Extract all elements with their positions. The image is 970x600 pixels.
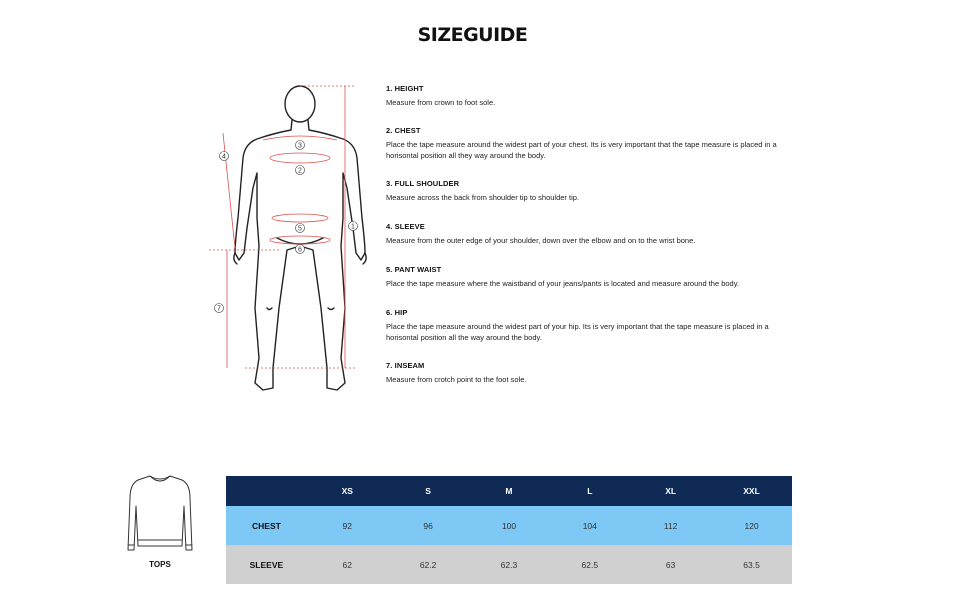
step-chest (386, 126, 796, 179)
body-measurement-figure (205, 78, 375, 398)
step-heading: 3. FULL SHOULDER (386, 179, 460, 188)
step-text: Place the tape measure where the waistband of your jeans/pants is located and measure around the body. (386, 279, 739, 288)
step-text: Measure from crown to foot sole. (386, 98, 496, 107)
table-cell: 62.3 (500, 559, 518, 570)
step-text: Place the tape measure around the widest part of your chest. Its is very important that the tape measure is placed in a horisontal position all they way around the body. (386, 140, 777, 160)
step-text: Measure across the back from shoulder tip to shoulder tip. (386, 193, 580, 202)
step-pant-waist (386, 265, 796, 308)
table-cell: 62 (342, 559, 352, 570)
row-label: CHEST (252, 520, 281, 531)
step-heading: 5. PANT WAIST (386, 265, 442, 274)
size-header-row (226, 476, 792, 506)
size-col-m: M (505, 486, 513, 496)
marker-7: 7 (217, 305, 221, 313)
step-heading: 6. HIP (386, 308, 408, 317)
table-cell: 63 (665, 559, 676, 570)
size-col-xs: XS (341, 486, 353, 496)
table-row-chest (226, 506, 792, 545)
table-cell: 120 (744, 520, 759, 531)
product-category-label: TOPS (149, 560, 171, 569)
step-heading: 1. HEIGHT (386, 84, 424, 93)
step-heading: 4. SLEEVE (386, 222, 425, 231)
marker-6: 6 (298, 246, 302, 254)
table-cell: 96 (423, 520, 433, 531)
step-inseam (386, 361, 796, 385)
measurement-instructions (386, 84, 796, 385)
step-hip (386, 308, 796, 361)
step-text: Place the tape measure around the widest part of your hip. Its is very important that the tape measure is placed in a horisontal position all the way around the body. (386, 322, 769, 342)
table-row-sleeve (226, 545, 792, 584)
step-text: Measure from the outer edge of your shoulder, down over the elbow and on to the wrist bone. (386, 236, 696, 245)
page-title: SIZEGUIDE (417, 24, 528, 46)
size-col-l: L (587, 486, 593, 496)
marker-3: 3 (298, 142, 302, 150)
table-cell: 92 (342, 520, 352, 531)
step-heading: 2. CHEST (386, 126, 421, 135)
figure-markers (215, 141, 358, 313)
table-cell: 100 (501, 520, 517, 531)
row-label: SLEEVE (249, 559, 284, 570)
step-sleeve (386, 222, 796, 265)
marker-5: 5 (298, 225, 302, 233)
step-heading: 7. INSEAM (386, 361, 425, 370)
table-cell: 112 (663, 520, 678, 531)
size-col-xl: XL (665, 486, 677, 496)
table-cell: 62.2 (419, 559, 437, 570)
sweatshirt-icon (124, 470, 196, 560)
size-col-xxl: XXL (743, 486, 760, 496)
step-text: Measure from crotch point to the foot sole. (386, 375, 527, 384)
marker-4: 4 (222, 153, 226, 161)
header-empty (226, 476, 307, 506)
size-col-s: S (425, 486, 431, 496)
marker-2: 2 (298, 167, 302, 175)
marker-1: 1 (351, 223, 355, 231)
table-cell: 63.5 (743, 559, 760, 570)
size-table (226, 476, 792, 584)
table-cell: 62.5 (581, 559, 599, 570)
table-cell: 104 (582, 520, 597, 531)
step-full-shoulder (386, 179, 796, 222)
step-height (386, 84, 796, 126)
